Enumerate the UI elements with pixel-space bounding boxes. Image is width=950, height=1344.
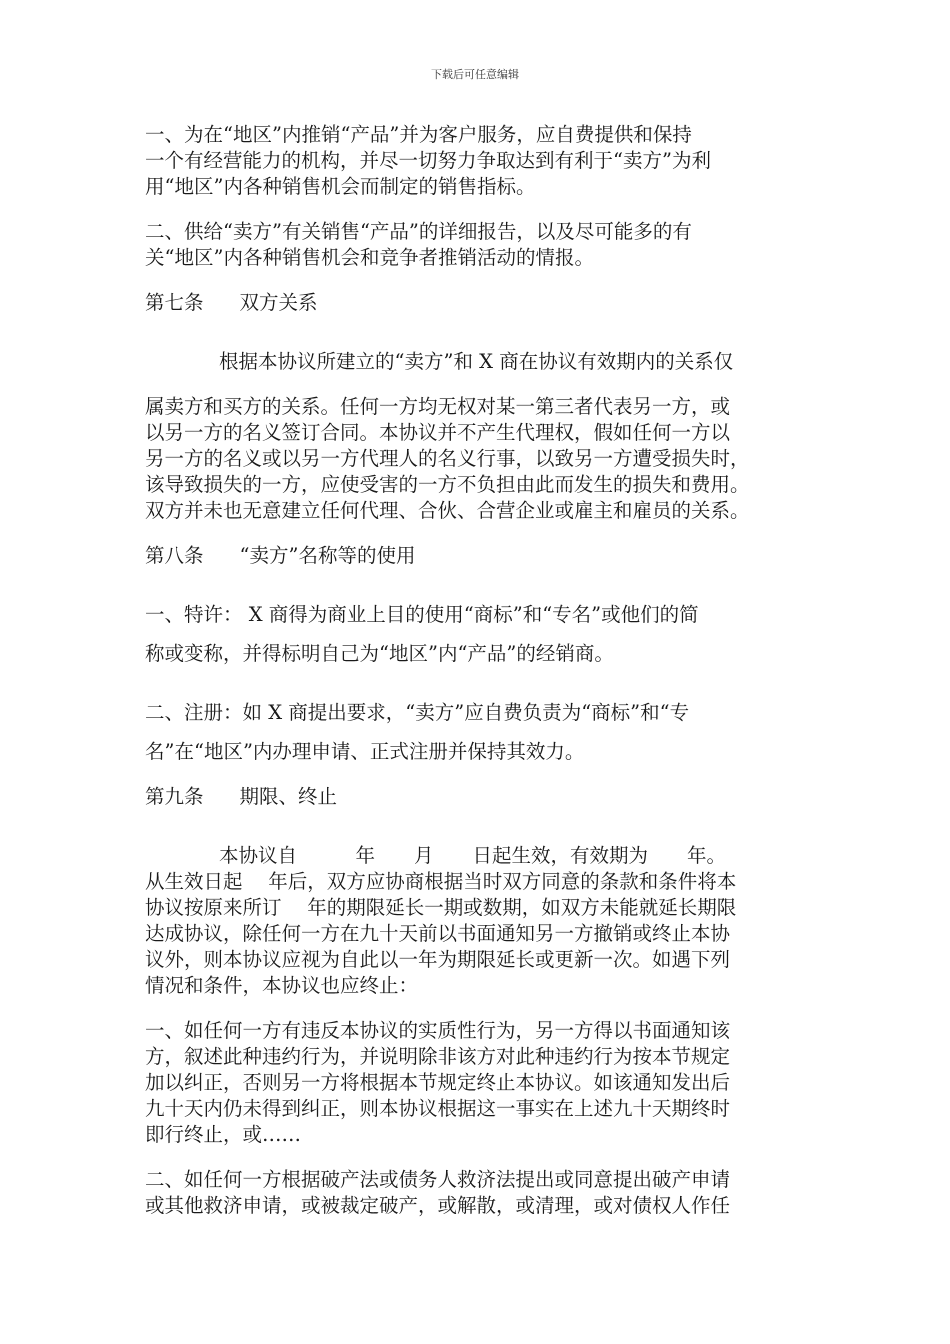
document-body — [145, 122, 815, 1219]
text-line: 二、供给“卖方”有关销售“产品”的详细报告，以及尽可能多的有 — [145, 220, 692, 243]
text-line: 名”在“地区”内办理申请、正式注册并保持其效力。 — [145, 740, 585, 763]
paragraph-p6 — [145, 843, 815, 999]
text-line: 称或变称，并得标明自己为“地区”内“产品”的经销商。 — [145, 642, 614, 665]
text-line: 达成协议，除任何一方在九十天前以书面通知另一方撤销或终止本协 — [145, 922, 731, 945]
article-title: 双方关系 — [239, 291, 318, 314]
text-line: 情况和条件，本协议也应终止： — [145, 974, 419, 997]
text-line: 属卖方和买方的关系。任何一方均无权对某一第三者代表另一方，或 — [145, 395, 731, 418]
text-line: 一个有经营能力的机构，并尽一切努力争取达到有利于“卖方”为利 — [145, 149, 711, 172]
page-header: 下载后可任意编辑 — [431, 68, 519, 81]
article-number: 第七条 — [145, 291, 204, 314]
article-number: 第八条 — [145, 544, 204, 567]
article-title: 期限、终止 — [239, 785, 338, 808]
paragraph-p3 — [145, 349, 815, 524]
article-9-heading — [145, 784, 815, 810]
text-line: 一、如任何一方有违反本协议的实质性行为，另一方得以书面通知该 — [145, 1019, 731, 1042]
text-line: 从生效日起 年后，双方应协商根据当时双方同意的条款和条件将本 — [145, 870, 737, 893]
text-line: 一、为在“地区”内推销“产品”并为客户服务，应自费提供和保持 — [145, 123, 692, 146]
text-line: 或其他救济申请，或被裁定破产，或解散，或清理，或对债权人作任 — [145, 1194, 731, 1217]
text-line: 即行终止，或…… — [145, 1123, 302, 1146]
text-line: 二、如任何一方根据破产法或债务人救济法提出或同意提出破产申请 — [145, 1168, 731, 1191]
text-line: 该导致损失的一方，应使受害的一方不负担由此而发生的损失和费用。 — [145, 473, 750, 496]
text-line: 一、特许： X 商得为商业上目的使用“商标”和“专名”或他们的简 — [145, 603, 699, 626]
article-number: 第九条 — [145, 785, 204, 808]
text-line: 本协议自 年 月 日起生效，有效期为 年。 — [219, 844, 727, 867]
article-8-heading — [145, 543, 815, 569]
text-line: 九十天内仍未得到纠正，则本协议根据这一事实在上述九十天期终时 — [145, 1097, 731, 1120]
article-7-heading — [145, 290, 815, 316]
text-line: 方，叙述此种违约行为，并说明除非该方对此种违约行为按本节规定 — [145, 1045, 731, 1068]
paragraph-p1 — [145, 122, 815, 200]
text-line: 用“地区”内各种销售机会而制定的销售指标。 — [145, 175, 536, 198]
text-line: 议外，则本协议应视为自此以一年为期限延长或更新一次。如遇下列 — [145, 948, 731, 971]
paragraph-p8 — [145, 1167, 815, 1219]
text-line: 协议按原来所订 年的期限延长一期或数期，如双方未能就延长期限 — [145, 896, 737, 919]
text-line: 以另一方的名义签订合同。本协议并不产生代理权，假如任何一方以 — [145, 421, 731, 444]
text-line: 双方并未也无意建立任何代理、合伙、合营企业或雇主和雇员的关系。 — [145, 499, 750, 522]
paragraph-p7 — [145, 1018, 815, 1148]
text-line: 另一方的名义或以另一方代理人的名义行事，以致另一方遭受损失时， — [145, 447, 750, 470]
text-line: 关“地区”内各种销售机会和竞争者推销活动的情报。 — [145, 246, 594, 269]
text-line: 根据本协议所建立的“卖方”和 X 商在协议有效期内的关系仅 — [219, 350, 734, 373]
paragraph-p4 — [145, 602, 815, 667]
text-line: 加以纠正，否则另一方将根据本节规定终止本协议。如该通知发出后 — [145, 1071, 731, 1094]
paragraph-p2 — [145, 219, 815, 271]
article-title: “卖方”名称等的使用 — [239, 544, 416, 567]
text-line: 二、注册：如 X 商提出要求，“卖方”应自费负责为“商标”和“专 — [145, 701, 690, 724]
paragraph-p5 — [145, 700, 815, 765]
